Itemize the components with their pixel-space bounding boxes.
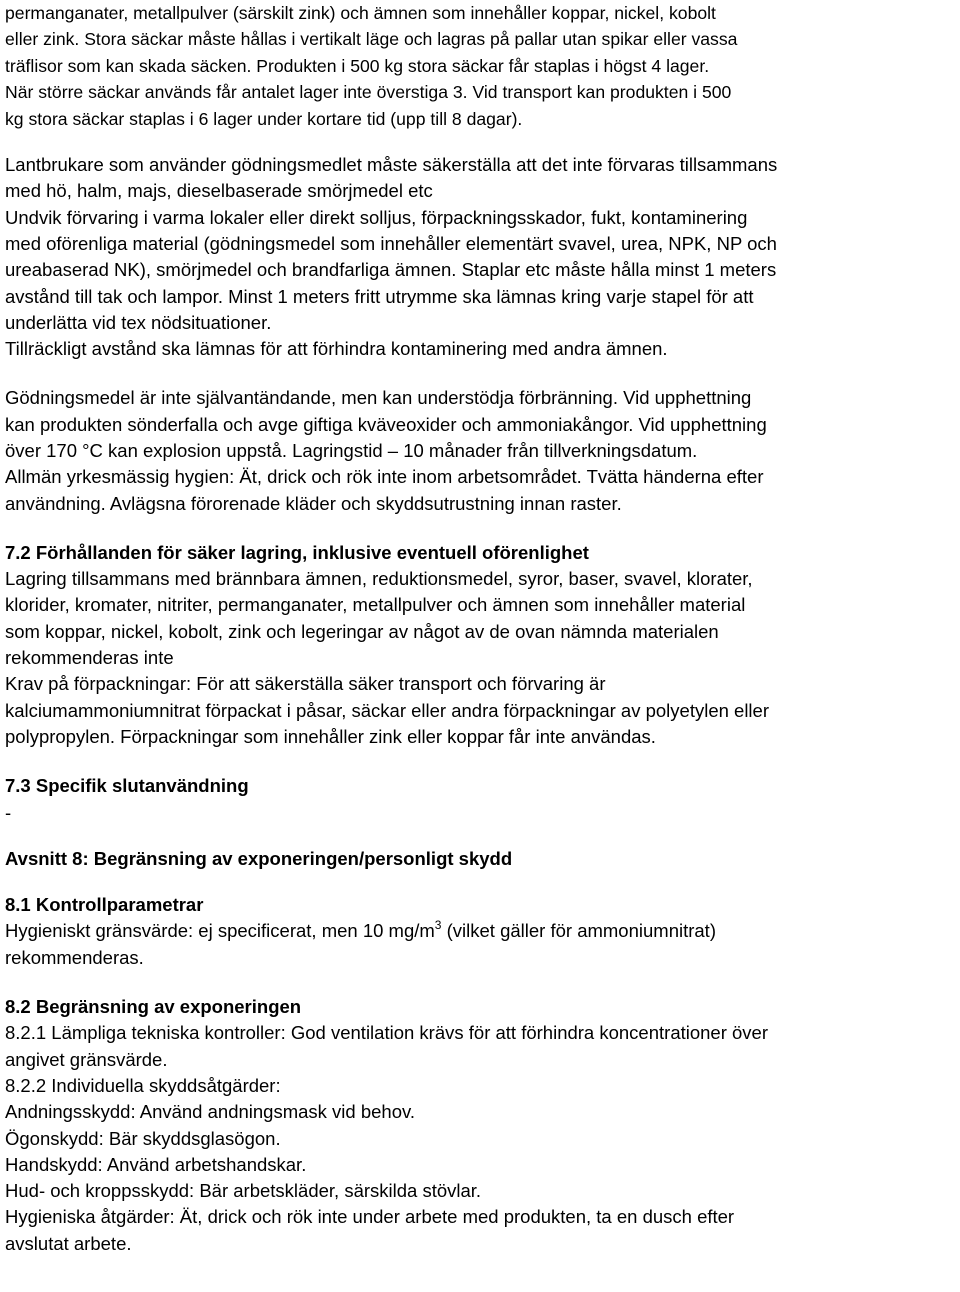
text-line: med oförenliga material (gödningsmedel som innehåller elementärt svavel, urea, NPK, NP och [5,232,777,254]
text-line: avstånd till tak och lampor. Minst 1 meters fritt utrymme ska lämnas kring varje stapel för att [5,285,754,307]
text-line: 8.2.1 Lämpliga tekniska kontroller: God ventilation krävs för att förhindra koncentrationer över [5,1022,769,1044]
text-line: som koppar, nickel, kobolt, zink och legeringar av något av de ovan nämnda materialen [5,620,719,642]
section-8-2 [5,994,954,1257]
text-line: angivet gränsvärde. [5,1048,168,1070]
text-line: Undvik förvaring i varma lokaler eller direkt solljus, förpackningsskador, fukt, kontaminering [5,206,748,228]
text-line: Allmän yrkesmässig hygien: Ät, drick och rök inte inom arbetsområdet. Tvätta händerna efter [5,466,764,488]
text-line: Krav på förpackningar: För att säkerställa säker transport och förvaring är [5,673,606,695]
text-line: Gödningsmedel är inte självantändande, men kan understödja förbränning. Vid upphettning [5,387,752,409]
text-line: Hygieniska åtgärder: Ät, drick och rök inte under arbete med produkten, ta en dusch efter [5,1206,735,1228]
text-line: 8.2.2 Individuella skyddsåtgärder: [5,1074,281,1096]
text-line: träflisor som kan skada säcken. Produkten i 500 kg stora säckar får staplas i högst 4 lager. [5,55,710,76]
text-line: ureabaserad NK), smörjmedel och brandfarliga ämnen. Staplar etc måste hålla minst 1 meters [5,259,777,281]
text-line: Tillräckligt avstånd ska lämnas för att förhindra kontaminering med andra ämnen. [5,338,668,360]
text-line: rekommenderas. [5,946,144,968]
text-line: över 170 °C kan explosion uppstå. Lagringstid – 10 månader från tillverkningsdatum. [5,440,698,461]
text-line: avslutat arbete. [5,1232,132,1254]
text-line: Ögonskydd: Bär skyddsglasögon. [5,1127,281,1149]
text-line: polypropylen. Förpackningar som innehåller zink eller koppar får inte användas. [5,725,656,747]
text-line: kalciumammoniumnitrat förpackat i påsar, säckar eller andra förpackningar av polyetylen eller [5,699,769,721]
section-7-2 [5,540,954,750]
text-line: Andningsskydd: Använd andningsmask vid behov. [5,1101,416,1123]
section-heading: 7.2 Förhållanden för säker lagring, inklusive eventuell oförenlighet [5,541,589,563]
text-line: kan produkten sönderfalla och avge giftiga kväveoxider och ammoniakångor. Vid upphettning [5,413,767,435]
limit-text: Hygieniskt gränsvärde: ej specificerat, men 10 mg/m [5,920,435,942]
section-heading: 8.2 Begränsning av exponeringen [5,996,302,1018]
text-line: Lantbrukare som använder gödningsmedlet måste säkerställa att det inte förvaras tillsammans [5,154,778,176]
superscript: 3 [434,918,442,933]
section-8-title-block [5,846,954,872]
text-line: rekommenderas inte [5,647,174,669]
text-line: eller zink. Stora säckar måste hållas i vertikalt läge och lagras på pallar utan spikar eller vassa [5,29,738,50]
text-line: användning. Avlägsna förorenade kläder och skyddsutrustning innan raster. [5,492,622,514]
text-line: Lagring tillsammans med brännbara ämnen, reduktionsmedel, syror, baser, svavel, klorater, [5,568,753,590]
section-title: Avsnitt 8: Begränsning av exponeringen/personligt skydd [5,847,513,869]
combustion-paragraph [5,385,954,516]
section-heading: 8.1 Kontrollparametrar [5,894,204,916]
limit-text-cont: (vilket gäller för ammoniumnitrat) [441,920,716,942]
section-8-1 [5,892,954,971]
text-line: med hö, halm, majs, dieselbaserade smörjmedel etc [5,180,433,202]
text-line: När större säckar används får antalet lager inte överstiga 3. Vid transport kan produkten i 500 [5,82,732,103]
section-heading: 7.3 Specifik slutanvändning [5,775,249,797]
text-line: Handskydd: Använd arbetshandskar. [5,1153,307,1175]
text-line: klorider, kromater, nitriter, permanganater, metallpulver och ämnen som innehåller material [5,594,746,616]
farmers-paragraph [5,152,954,362]
text-line: underlätta vid tex nödsituationer. [5,311,272,333]
storage-paragraph [5,0,954,132]
text-line: kg stora säckar staplas i 6 lager under kortare tid (upp till 8 dagar). [5,108,523,129]
text-line: Hud- och kroppsskydd: Bär arbetskläder, särskilda stövlar. [5,1180,482,1202]
text-line: - [5,801,12,823]
section-7-3 [5,773,954,826]
text-line: permanganater, metallpulver (särskilt zink) och ämnen som innehåller koppar, nickel, kobolt [5,3,716,23]
text-line [5,918,954,944]
